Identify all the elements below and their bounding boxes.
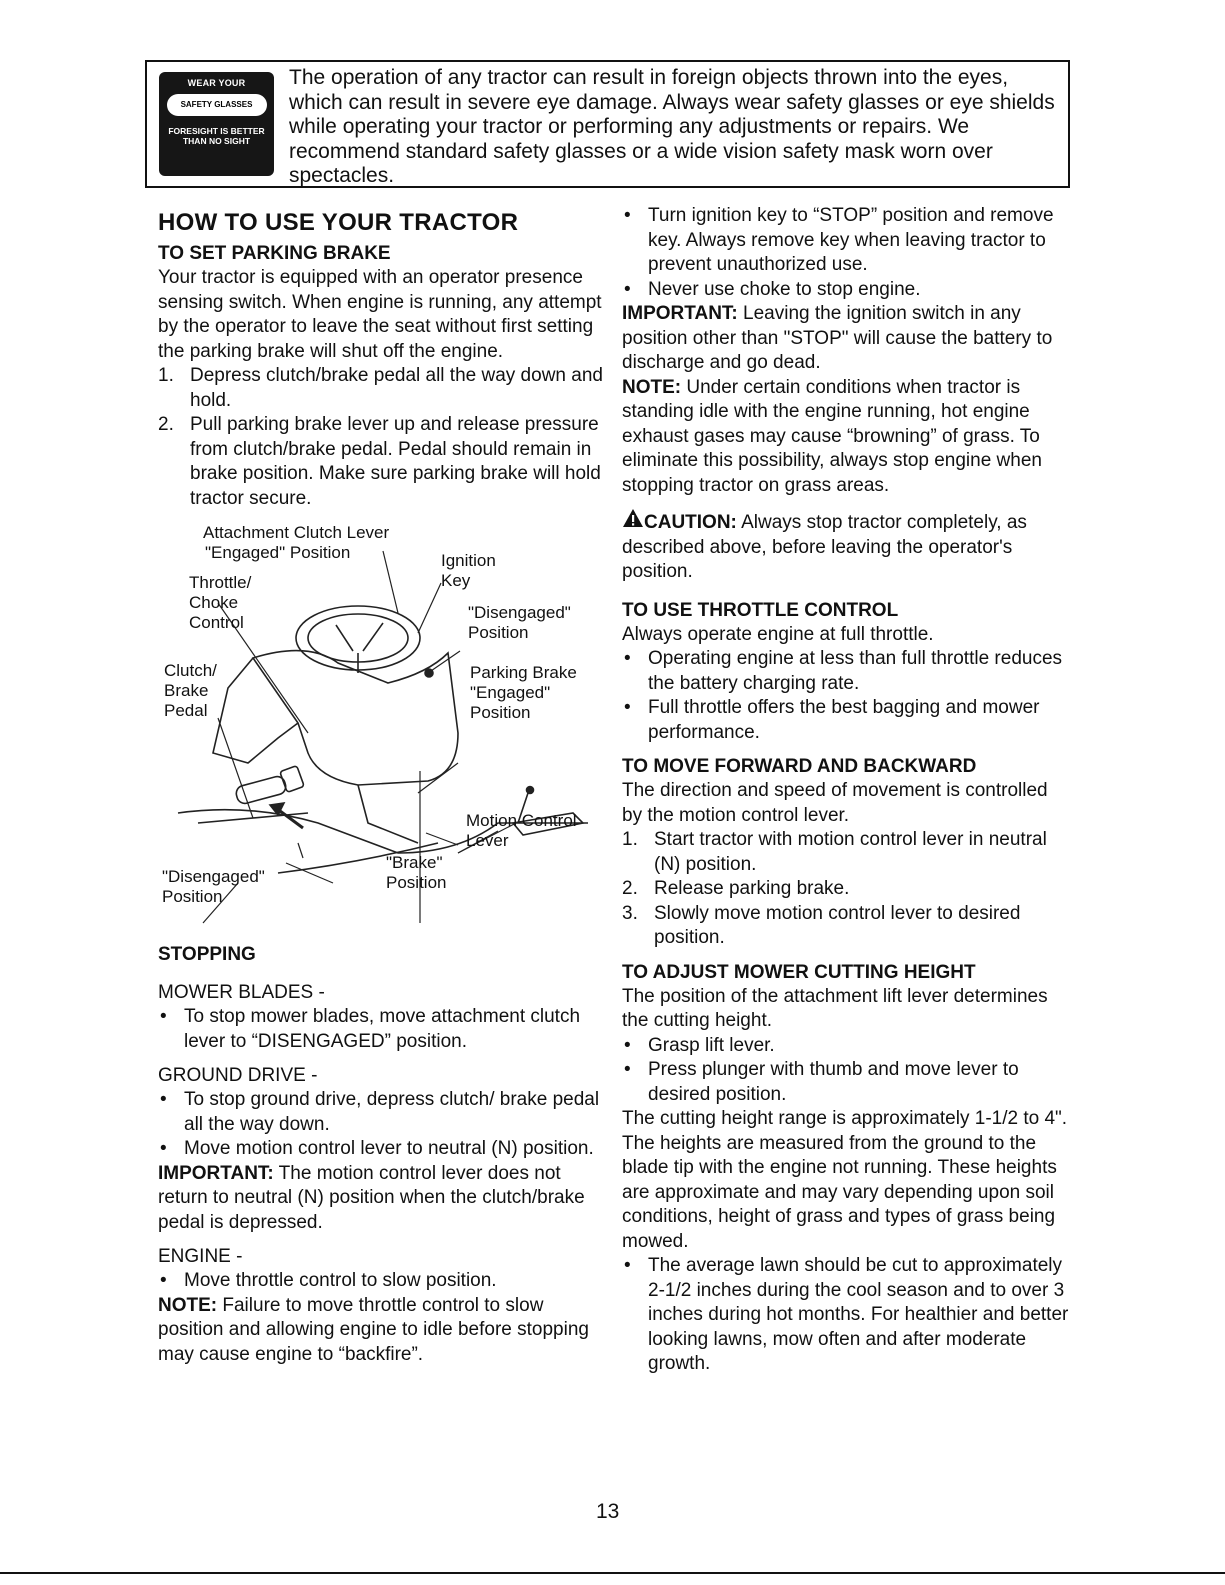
tractor-controls-figure — [158, 523, 603, 933]
mower-blades-bullet: • To stop mower blades, move attachment clutch lever to “DISENGAGED” position. — [160, 1006, 581, 1052]
mower-blades-label: MOWER BLADES - — [158, 982, 325, 1003]
caution-paragraph: CAUTION: Always stop tractor completely, as described above, before leaving the operator's position. — [622, 508, 1072, 585]
ground-drive-label: GROUND DRIVE - — [158, 1065, 318, 1086]
ignition-important: IMPORTANT: Leaving the ignition switch in any position other than "STOP" will cause the battery to discharge and go dead. — [622, 303, 1053, 373]
parking-brake-intro: Your tractor is equipped with an operator presence sensing switch. When engine is running, any attempt by the operator to leave the seat without first setting the parking brake will shut off the engine. — [158, 267, 602, 362]
label-ignition-key: Ignition Key — [441, 551, 496, 590]
eye-safety-warning-box — [145, 60, 1070, 188]
label-brake-position: "Brake" Position — [386, 853, 447, 892]
engine-bullet: • Move throttle control to slow position. — [160, 1270, 497, 1291]
throttle-bullet-2: • Full throttle offers the best bagging and mower performance. — [624, 697, 1040, 743]
throttle-bullet-1: • Operating engine at less than full throttle reduces the battery charging rate. — [624, 648, 1063, 694]
cutting-height-intro: The position of the attachment lift lever determines the cutting height. — [622, 985, 1048, 1031]
engine-label: ENGINE - — [158, 1246, 243, 1267]
label-clutch-brake-pedal: Clutch/ Brake Pedal — [164, 661, 217, 720]
stopping-important: IMPORTANT: The motion control lever does not return to neutral (N) position when the clutch/brake pedal is depressed. — [158, 1162, 585, 1233]
cutting-height-bullet-1: • Grasp lift lever. — [624, 1034, 775, 1056]
icon-line-1: WEAR YOUR — [187, 78, 246, 88]
section-title: HOW TO USE YOUR TRACTOR — [158, 209, 519, 236]
move-step-2: 2. Release parking brake. — [622, 878, 850, 899]
parking-brake-heading: TO SET PARKING BRAKE — [158, 243, 391, 264]
browning-note: NOTE: Under certain conditions when tractor is standing idle with the engine running, hot engine exhaust gases may cause “browning” of grass. To eliminate this possibility, always stop engine when stopping tractor on grass areas. — [622, 376, 1042, 496]
label-throttle-choke: Throttle/ Choke Control — [189, 573, 252, 632]
throttle-intro: Always operate engine at full throttle. — [622, 623, 934, 645]
ground-drive-bullet-2: • Move motion control lever to neutral (N) position. — [160, 1138, 594, 1159]
label-attachment-clutch: Attachment Clutch Lever "Engaged" Position — [203, 523, 390, 562]
label-disengaged-upper: "Disengaged" Position — [468, 603, 571, 642]
ground-drive-bullet-1: • To stop ground drive, depress clutch/ brake pedal all the way down. — [160, 1089, 600, 1135]
throttle-heading: TO USE THROTTLE CONTROL — [622, 599, 899, 621]
parking-step-1: 1. Depress clutch/brake pedal all the way down and hold. — [158, 365, 603, 411]
parking-step-2: 2. Pull parking brake lever up and release pressure from clutch/brake pedal. Pedal should remain in brake position. Make sure parking brake will hold tractor secure. — [158, 414, 601, 509]
choke-bullet: • Never use choke to stop engine. — [624, 278, 921, 300]
icon-line-3: FORESIGHT IS BETTER THAN NO SIGHT — [168, 126, 265, 146]
page-number: 13 — [596, 1500, 620, 1523]
warning-text: The operation of any tractor can result in foreign objects thrown into the eyes, which can result in severe eye damage. Always wear safety glasses or eye shields while operating your tractor or performing any adjustments or repairs. We recommend standard safety glasses or a wide vision safety mask worn over spectacles. — [289, 66, 1055, 187]
icon-line-2: SAFETY GLASSES — [167, 94, 267, 116]
move-intro: The direction and speed of movement is controlled by the motion control lever. — [622, 780, 1048, 826]
label-motion-control: Motion Control Lever — [466, 811, 577, 850]
ignition-key-bullet: • Turn ignition key to “STOP” position and remove key. Always remove key when leaving tractor to prevent unauthorized use. — [624, 205, 1054, 275]
stopping-note: NOTE: Failure to move throttle control to slow position and allowing engine to idle before stopping may cause engine to “backfire”. — [158, 1294, 589, 1365]
bottom-rule — [0, 1572, 1225, 1574]
label-parking-brake: Parking Brake "Engaged" Position — [470, 663, 577, 722]
move-step-3: 3. Slowly move motion control lever to desired position. — [622, 902, 1021, 948]
cutting-height-range: The cutting height range is approximately 1-1/2 to 4". The heights are measured from the ground to the blade tip with the engine not running. These heights are approximate and may vary depending upon soil conditions, height of grass and types of grass being mowed. — [622, 1108, 1068, 1252]
move-heading: TO MOVE FORWARD AND BACKWARD — [622, 756, 977, 777]
move-step-1: 1. Start tractor with motion control lever in neutral (N) position. — [622, 829, 1047, 875]
safety-glasses-icon — [159, 72, 274, 176]
clutch-pedal — [235, 775, 288, 805]
cutting-height-heading: TO ADJUST MOWER CUTTING HEIGHT — [622, 961, 976, 983]
right-column — [622, 204, 1072, 1377]
caution-triangle-icon — [622, 508, 644, 528]
cutting-height-bullet-2: • Press plunger with thumb and move lever to desired position. — [624, 1059, 1019, 1105]
stopping-heading: STOPPING — [158, 944, 256, 965]
label-disengaged-lower: "Disengaged" Position — [162, 867, 265, 906]
cutting-height-bullet-3: • The average lawn should be cut to approximately 2-1/2 inches during the cool season and to over 3 inches during hot months. For healthier and better looking lawns, mow often and after moderate growth. — [624, 1255, 1069, 1374]
left-column — [158, 208, 603, 1367]
